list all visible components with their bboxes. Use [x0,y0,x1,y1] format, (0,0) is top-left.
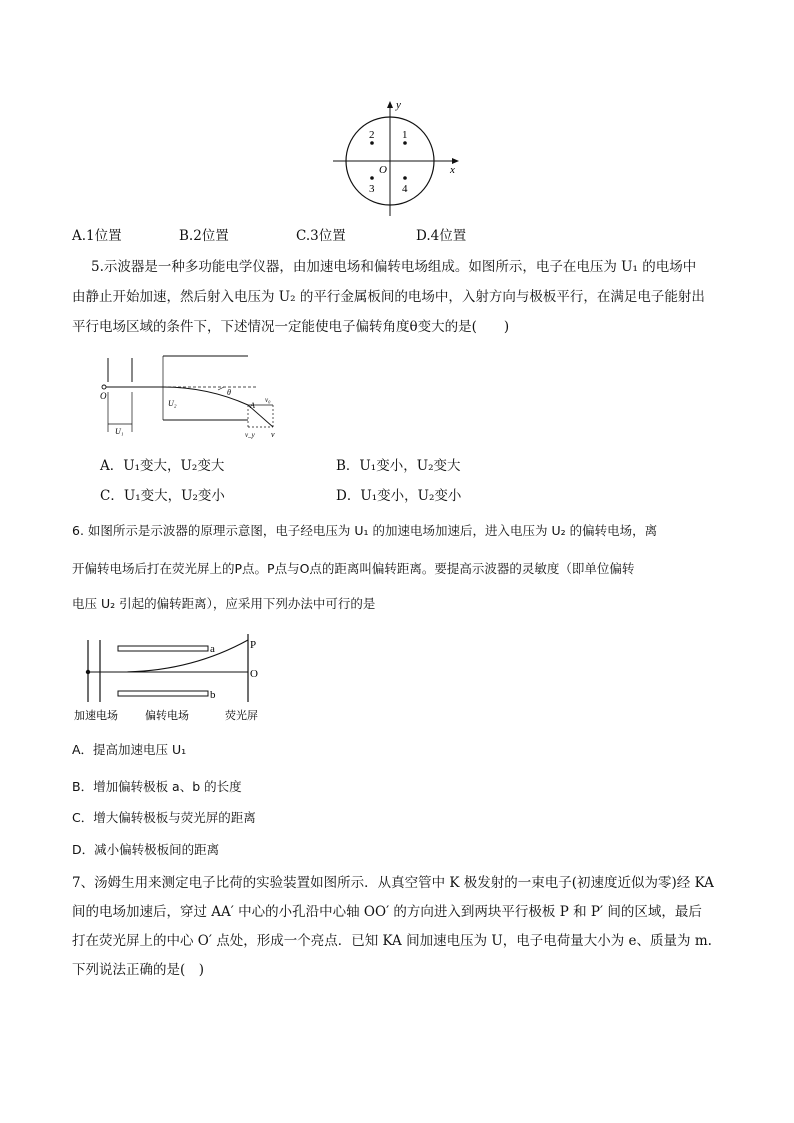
quadrant-1-label: 1 [402,129,408,141]
q4-option-c[interactable]: C.3位置 [296,228,346,244]
q7-text-line-3: 打在荧光屏上的中心 O′ 点处，形成一个亮点．已知 KA 间加速电压为 U，电子电荷量大小为 e、质量为 m. [72,933,712,949]
q5-u1-label: U₁ [115,427,124,436]
q6-point-o-label: O [250,668,258,680]
q6-accel-field-label: 加速电场 [74,710,118,722]
q5-vy-label: v_y [245,431,255,439]
y-axis-label: y [396,99,401,111]
q5-option-d[interactable]: D．U₁变小，U₂变小 [336,488,462,504]
q7-text-line-2: 间的电场加速后，穿过 AA′ 中心的小孔沿中心轴 OO′ 的方向进入到两块平行极板 P 和 P′ 间的区域，最后 [72,904,702,920]
q6-option-a[interactable]: A．提高加速电压 U₁ [72,742,187,757]
q5-text-line-3: 平行电场区域的条件下，下述情况一定能使电子偏转角度θ变大的是( ) [72,319,510,335]
q6-text-line-2: 开偏转电场后打在荧光屏上的P点。P点与O点的距离叫偏转距离。要提高示波器的灵敏度（即单位偏转 [72,561,635,576]
q6-deflect-field-label: 偏转电场 [145,710,189,722]
quadrant-4-label: 4 [402,183,408,195]
q4-option-b[interactable]: B.2位置 [179,228,229,244]
q7-text-line-4: 下列说法正确的是( ) [72,962,205,978]
q5-point-a-label: A [250,401,255,410]
q5-option-c[interactable]: C．U₁变大，U₂变小 [100,488,225,504]
x-axis-label: x [450,164,455,176]
quadrant-3-label: 3 [369,183,375,195]
q6-oscilloscope-figure [70,632,270,724]
q6-plate-b-label: b [210,689,216,701]
q6-option-c[interactable]: C．增大偏转极板与荧光屏的距离 [72,810,256,825]
quadrant-2-label: 2 [369,129,375,141]
q5-theta-label: θ [227,388,231,397]
q6-option-b[interactable]: B．增加偏转极板 a、b 的长度 [72,779,242,794]
q5-text-line-2: 由静止开始加速，然后射入电压为 U₂ 的平行金属板间的电场中，入射方向与极板平行，在满足电子能射出 [72,289,705,305]
q4-option-d[interactable]: D.4位置 [416,228,467,244]
q5-option-a[interactable]: A．U₁变大，U₂变大 [100,458,225,474]
quadrant-figure [325,96,465,218]
q5-u2-label: U₂ [168,399,177,408]
q5-text-line-1: 5.示波器是一种多功能电学仪器，由加速电场和偏转电场组成。如图所示，电子在电压为 U₁ 的电场中 [91,259,697,275]
q6-option-d[interactable]: D．减小偏转极板间的距离 [72,842,220,857]
q6-point-p-label: P [250,639,257,651]
q6-plate-a-label: a [210,643,215,655]
q5-origin-label: O [100,391,107,401]
q6-text-line-3: 电压 U₂ 引起的偏转距离），应采用下列办法中可行的是 [72,596,376,611]
origin-label: O [379,164,387,176]
q5-oscilloscope-figure [98,350,288,440]
q7-text-line-1: 7、汤姆生用来测定电子比荷的实验装置如图所示．从真空管中 K 极发射的一束电子(初速度近似为零)经 KA [72,875,714,891]
q5-v0-label: v₀ [265,396,271,404]
q5-v-label: v [271,430,275,439]
q6-screen-label: 荧光屏 [225,710,258,722]
q5-option-b[interactable]: B．U₁变小，U₂变大 [336,458,461,474]
q4-option-a[interactable]: A.1位置 [72,228,122,244]
q6-text-line-1: 6. 如图所示是示波器的原理示意图，电子经电压为 U₁ 的加速电场加速后，进入电压为 U₂ 的偏转电场，离 [72,523,658,538]
